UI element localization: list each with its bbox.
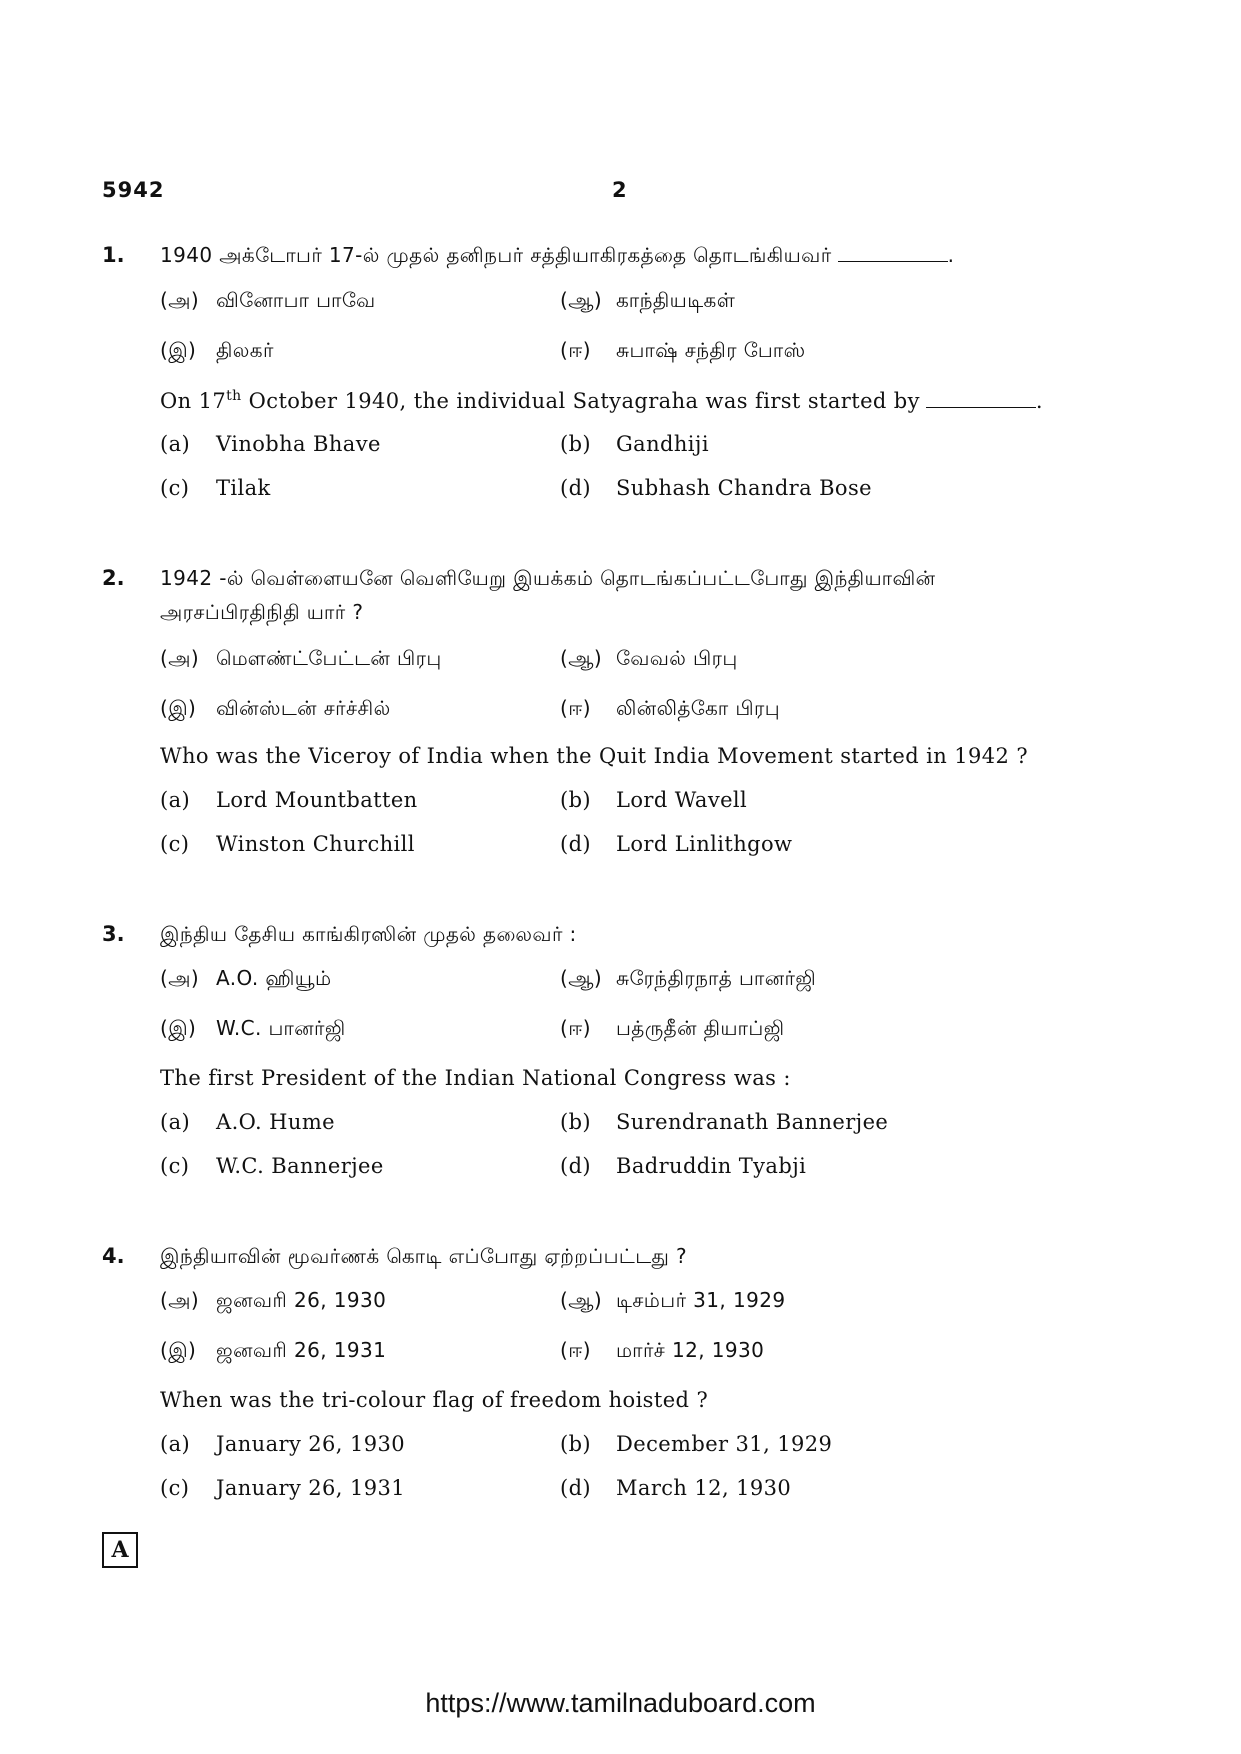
question-number: 4.	[102, 1244, 125, 1268]
question-text-english: The first President of the Indian National Congress was :	[160, 1066, 791, 1090]
option-english-a: (a) January 26, 1930	[160, 1432, 406, 1456]
option-tamil-b: (ஆ) டிசம்பர் 31, 1929	[560, 1288, 786, 1312]
option-tamil-c: (இ) ஜனவரி 26, 1931	[160, 1338, 387, 1362]
question-text-english: Who was the Viceroy of India when the Quit India Movement started in 1942 ?	[160, 744, 1029, 768]
option-english-b: (b) Gandhiji	[560, 432, 709, 456]
option-english-b: (b) December 31, 1929	[560, 1432, 833, 1456]
option-tamil-a: (அ) A.O. ஹியூம்	[160, 966, 332, 990]
option-tamil-b: (ஆ) காந்தியடிகள்	[560, 288, 736, 312]
option-english-a: (a) Lord Mountbatten	[160, 788, 418, 812]
option-tamil-a: (அ) மௌண்ட்பேட்டன் பிரபு	[160, 646, 442, 670]
question-number: 3.	[102, 922, 125, 946]
option-tamil-b: (ஆ) வேவல் பிரபு	[560, 646, 738, 670]
question-number: 2.	[102, 566, 125, 590]
series-box: A	[102, 1532, 138, 1568]
question-text-english: On 17th October 1940, the individual Satyagraha was first started by .	[160, 388, 1043, 413]
option-english-b: (b) Surendranath Bannerjee	[560, 1110, 889, 1134]
option-english-c: (c) Tilak	[160, 476, 271, 500]
option-tamil-a: (அ) வினோபா பாவே	[160, 288, 376, 312]
question-text-tamil-cont: அரசப்பிரதிநிதி யார் ?	[160, 600, 364, 624]
option-english-d: (d) March 12, 1930	[560, 1476, 792, 1500]
option-english-a: (a) A.O. Hume	[160, 1110, 335, 1134]
footer-url[interactable]: https://www.tamilnaduboard.com	[425, 1688, 816, 1718]
option-tamil-c: (இ) திலகர்	[160, 338, 274, 362]
question-number: 1.	[102, 243, 125, 267]
question-text-tamil: 1940 அக்டோபர் 17-ல் முதல் தனிநபர் சத்தியாகிரகத்தை தொடங்கியவர் .	[160, 243, 955, 267]
option-tamil-d: (ஈ) பத்ருதீன் தியாப்ஜி	[560, 1016, 785, 1040]
question-text-english: When was the tri-colour flag of freedom hoisted ?	[160, 1388, 709, 1412]
option-english-d: (d) Subhash Chandra Bose	[560, 476, 872, 500]
option-tamil-d: (ஈ) சுபாஷ் சந்திர போஸ்	[560, 338, 806, 362]
option-english-c: (c) W.C. Bannerjee	[160, 1154, 384, 1178]
answer-blank	[926, 389, 1036, 408]
option-english-d: (d) Badruddin Tyabji	[560, 1154, 807, 1178]
option-english-c: (c) Winston Churchill	[160, 832, 415, 856]
option-english-d: (d) Lord Linlithgow	[560, 832, 793, 856]
option-english-b: (b) Lord Wavell	[560, 788, 748, 812]
option-tamil-c: (இ) வின்ஸ்டன் சர்ச்சில்	[160, 696, 391, 720]
option-tamil-c: (இ) W.C. பானர்ஜி	[160, 1016, 346, 1040]
page-number: 2	[612, 178, 627, 202]
option-tamil-b: (ஆ) சுரேந்திரநாத் பானர்ஜி	[560, 966, 817, 990]
option-english-a: (a) Vinobha Bhave	[160, 432, 381, 456]
option-tamil-d: (ஈ) லின்லித்கோ பிரபு	[560, 696, 781, 720]
option-english-c: (c) January 26, 1931	[160, 1476, 406, 1500]
question-text-tamil: 1942 -ல் வெள்ளையனே வெளியேறு இயக்கம் தொடங்கப்பட்டபோது இந்தியாவின்	[160, 566, 936, 590]
paper-code: 5942	[102, 178, 165, 202]
option-tamil-d: (ஈ) மார்ச் 12, 1930	[560, 1338, 765, 1362]
question-text-tamil: இந்திய தேசிய காங்கிரஸின் முதல் தலைவர் :	[160, 922, 577, 946]
option-tamil-a: (அ) ஜனவரி 26, 1930	[160, 1288, 387, 1312]
answer-blank	[838, 243, 948, 262]
question-text-tamil: இந்தியாவின் மூவர்ணக் கொடி எப்போது ஏற்றப்பட்டது ?	[160, 1244, 688, 1268]
